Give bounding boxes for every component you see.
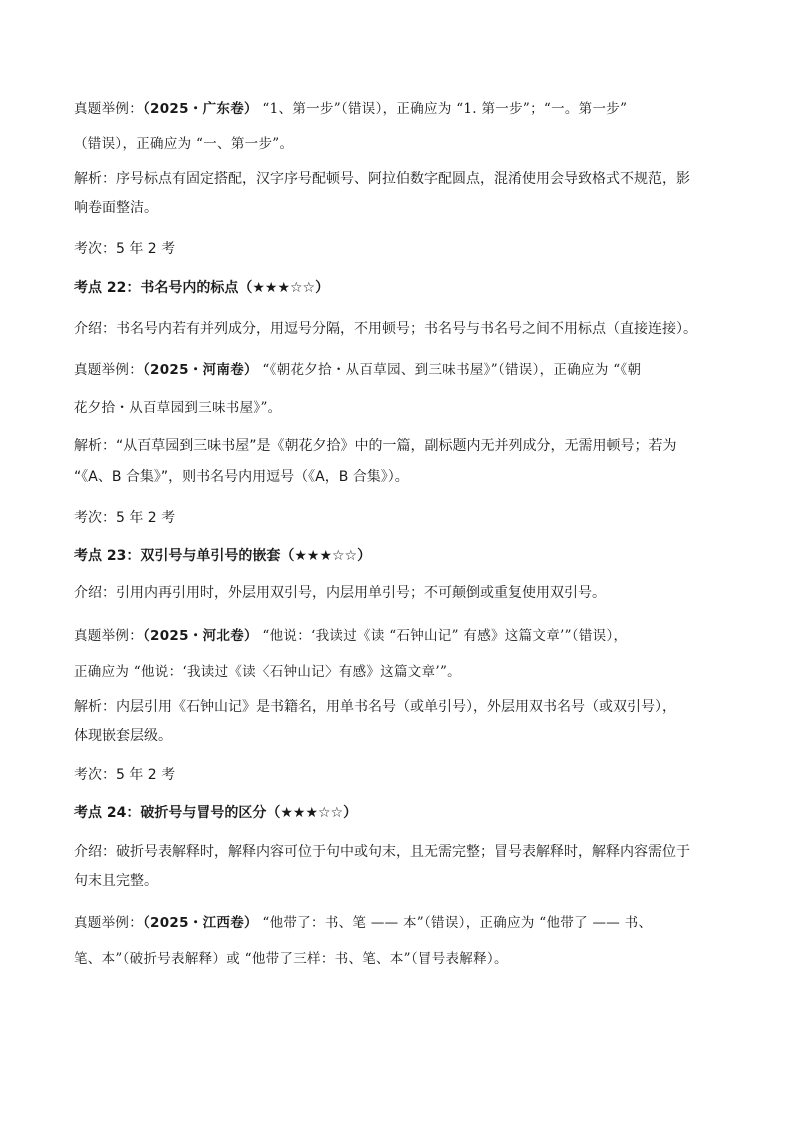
point-24-heading: 考点 24：破折号与冒号的区分（★★★☆☆） [74,805,358,821]
analysis-22-line-1: 解析：“从百草园到三味书屋”是《朝花夕拾》中的一篇，副标题内无并列成分，无需用顿号；若为 [74,438,677,454]
example-label: 真题举例： [74,915,143,931]
analysis-22-line-2: “《A、B 合集》”，则书名号内用逗号（《A，B 合集》）。 [74,469,409,485]
example-22-line-1 [74,357,734,383]
example-24-line-1 [74,910,734,936]
exam-frequency-22: 考次：5 年 2 考 [74,510,176,526]
exam-frequency-21: 考次：5 年 2 考 [74,241,176,257]
example-source: （2025・河北卷） [143,628,258,644]
example-label: 真题举例： [74,362,143,378]
analysis-23-line-1: 解析：内层引用《石钟山记》是书籍名，用单书名号（或单引号），外层用双书名号（或双引号）， [74,699,676,715]
example-source: （2025・广东卷） [143,101,258,117]
example-label: 真题举例： [74,628,143,644]
intro-22: 介绍：书名号内若有并列成分，用逗号分隔，不用顿号；书名号与书名号之间不用标点（直接连接）。 [74,321,697,337]
example-24-line-2: 笔、本”（破折号表解释）或 “他带了三样：书、笔、本”（冒号表解释）。 [74,951,508,967]
exam-frequency-23: 考次：5 年 2 考 [74,767,176,783]
intro-23: 介绍：引用内再引用时，外层用双引号，内层用单引号；不可颠倒或重复使用双引号。 [74,585,606,601]
example-text: “《朝花夕拾・从百草园、到三味书屋》”（错误），正确应为 “《朝 [262,362,642,378]
analysis-21-line-2: 响卷面整洁。 [74,200,158,216]
example-source: （2025・河南卷） [143,362,258,378]
intro-24-line-2: 句末且完整。 [74,873,158,889]
analysis-23-line-2: 体现嵌套层级。 [74,728,172,744]
example-text: “他说：‘我读过《读 “石钟山记” 有感》这篇文章’”（错误）， [262,628,628,644]
point-23-heading: 考点 23：双引号与单引号的嵌套（★★★☆☆） [74,548,372,564]
analysis-21-line-1: 解析：序号标点有固定搭配，汉字序号配顿号、阿拉伯数字配圆点，混淆使用会导致格式不规范，影 [74,171,690,187]
example-label: 真题举例： [74,101,143,117]
example-21-line-2: （错误），正确应为 “一、第一步”。 [74,136,294,152]
point-22-heading: 考点 22：书名号内的标点（★★★☆☆） [74,280,330,296]
example-22-line-2: 花夕拾・从百草园到三味书屋》”。 [74,400,282,416]
intro-24-line-1: 介绍：破折号表解释时，解释内容可位于句中或句末，且无需完整；冒号表解释时，解释内容需位于 [74,844,690,860]
example-text: “1、第一步”（错误），正确应为 “1. 第一步”；“一。第一步” [262,101,628,117]
example-23-line-1 [74,623,734,649]
example-21-line-1 [74,96,734,122]
example-source: （2025・江西卷） [143,915,258,931]
example-23-line-2: 正确应为 “他说：‘我读过《读〈石钟山记〉有感》这篇文章’”。 [74,664,461,680]
example-text: “他带了：书、笔 —— 本”（错误），正确应为 “他带了 —— 书、 [262,915,653,931]
